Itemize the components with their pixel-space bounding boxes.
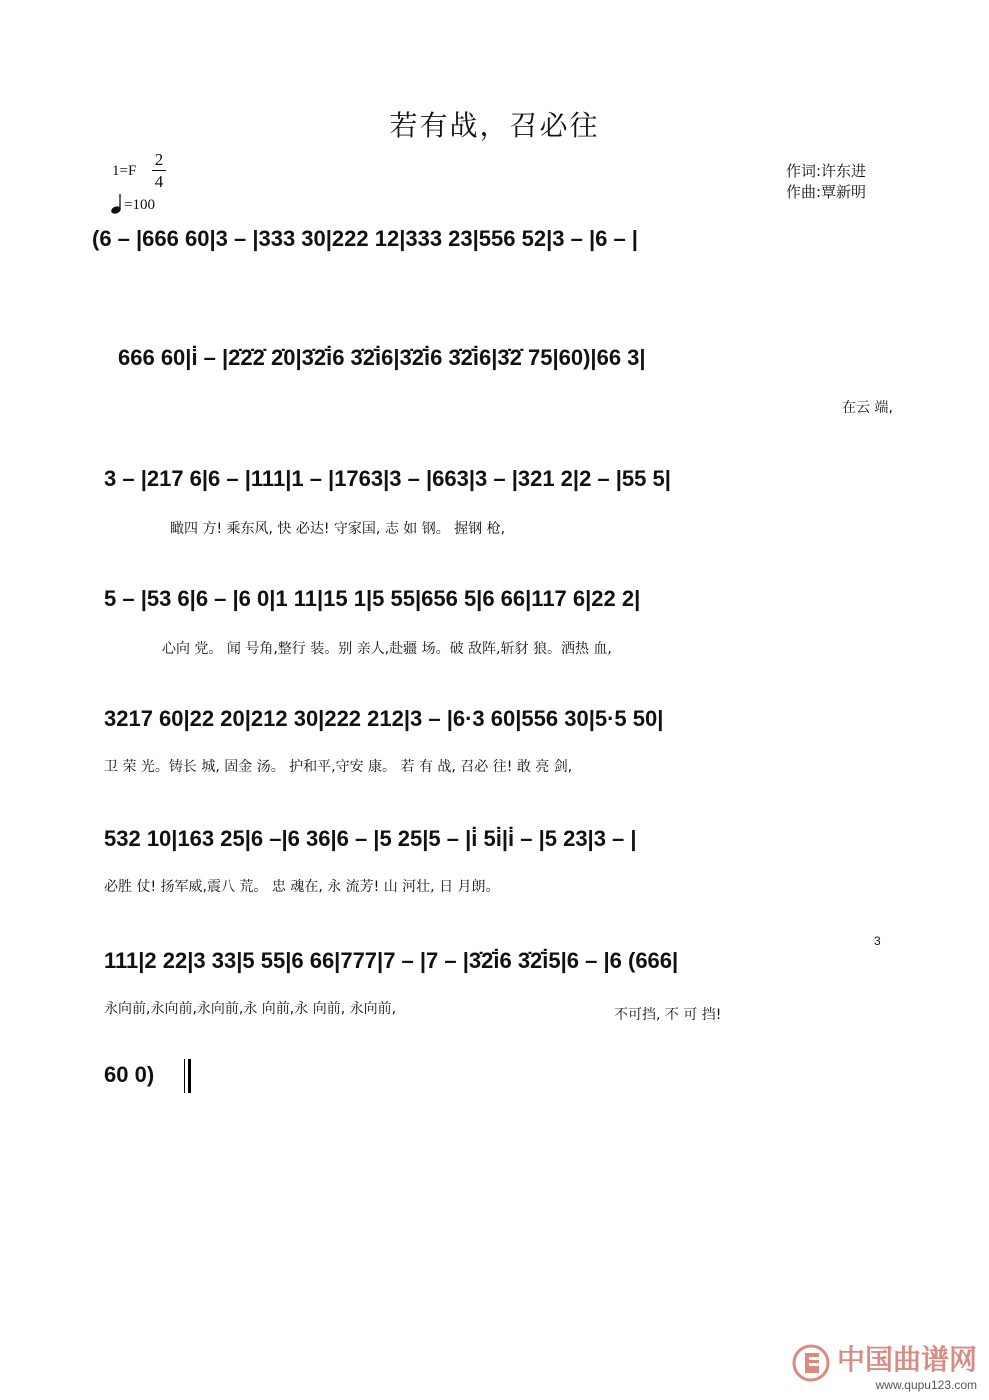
triplet-mark: 3 [874,934,881,948]
watermark-url: www.qupu123.com [875,1378,977,1392]
lyric-line-2: 在云 端, [842,400,893,416]
final-barline [184,1059,191,1093]
notation-line-3: 3 – |217 6|6 – |111|1 – |1763|3 – |663|3 – |321 2|2 – |55 5| [104,466,671,491]
notation-line-8: 60 0) [104,1062,155,1087]
key-signature: 1=F [112,163,137,179]
time-signature-top: 2 [154,150,164,169]
quarter-note-icon [110,193,124,220]
watermark-text: 中国曲谱网 [836,1343,977,1376]
notation-line-6: 532 10|163 25|6 –|6 36|6 – |5 25|5 – |i̇ 5i̇|i̇ – |5 23|3 – | [104,826,637,851]
lyricist-credit: 作词:许东进 [786,162,867,180]
lyric-line-7: 永向前,永向前,永向前,永 向前,永 向前, 永向前, [104,1001,397,1017]
site-logo-icon [791,1343,831,1388]
lyric-line-3: 瞰四 方! 乘东风, 快 必达! 守家国, 志 如 钢。 握钢 枪, [170,521,506,537]
time-signature-line [152,170,166,171]
watermark [791,1338,977,1392]
notation-line-4: 5 – |53 6|6 – |6 0|1 11|15 1|5 55|656 5|6 66|117 6|22 2| [104,586,641,611]
composer-credit: 作曲:覃新明 [786,183,867,201]
time-signature-bottom: 4 [154,172,164,191]
song-title: 若有战，召必往 [389,109,600,142]
lyric-line-4: 心向 党。 闻 号角,整行 装。别 亲人,赴疆 场。破 敌阵,斩豺 狼。洒热 血, [162,641,612,657]
notation-line-5: 3217 60|22 20|212 30|222 212|3 – |6·3 60|556 30|5·5 50| [104,706,664,731]
notation-line-2: 666 60|i̇ – |2̇2̇2̇ 2̇0|3̇2̇i̇6 3̇2̇i̇6|3̇2̇i̇6 3̇2̇i̇6|3̇2̇ 75|60)|66 3| [118,345,646,370]
notation-line-7: 111|2 22|3 33|5 55|6 66|777|7 – |7 – |3̇2̇i̇6 3̇2̇i̇5|6 – |6 (666| [104,948,679,973]
lyric-line-5: 卫 荣 光。铸长 城, 固金 汤。 护和平,守安 康。 若 有 战, 召必 往! 敢 亮 剑, [104,759,573,775]
lyric-line-7b: 不可挡, 不 可 挡! [614,1007,722,1023]
lyric-line-6: 必胜 仗! 扬军威,震八 荒。 忠 魂在, 永 流芳! 山 河壮, 日 月朗。 [104,879,500,895]
tempo-marking: =100 [124,197,155,213]
notation-line-1: (6 – |666 60|3 – |333 30|222 12|333 23|556 52|3 – |6 – | [92,226,638,251]
